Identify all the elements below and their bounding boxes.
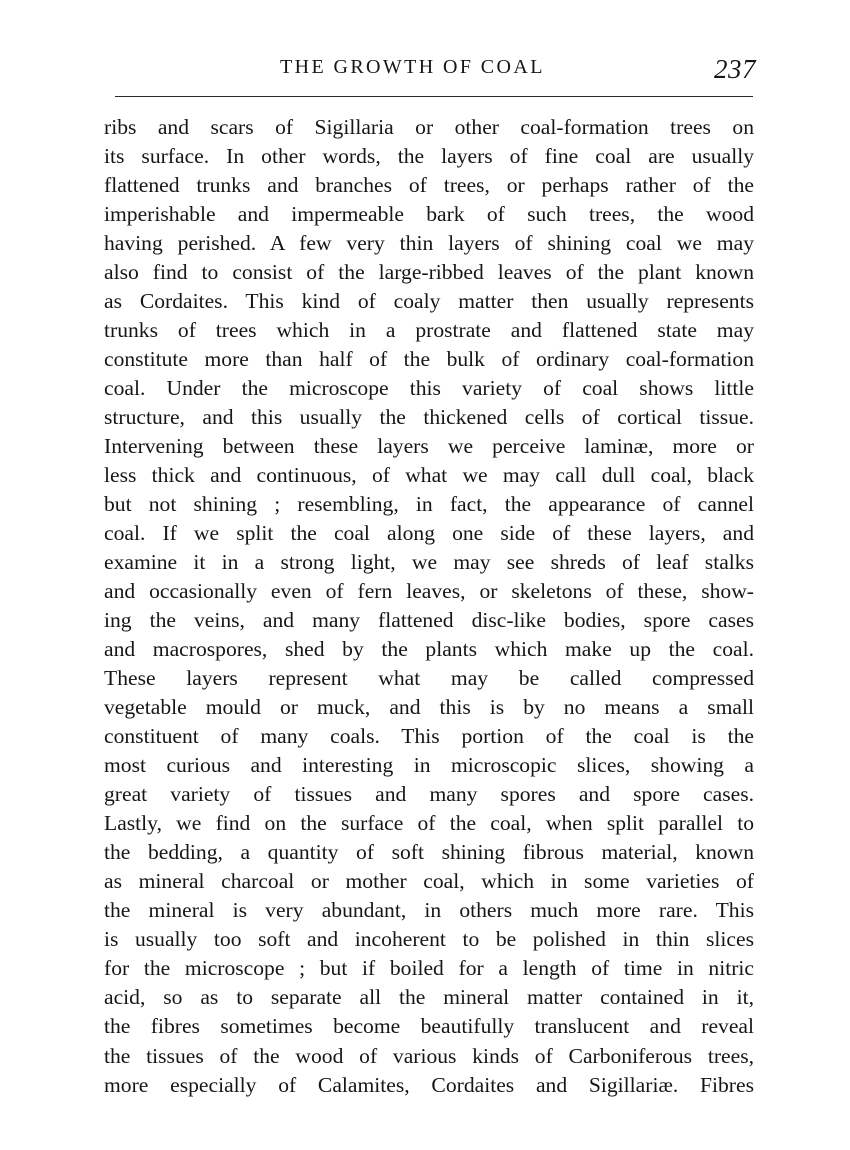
text-line: less thick and continuous, of what we may call dull coal, black bbox=[104, 463, 754, 488]
text-line: trunks of trees which in a prostrate and flattened state may bbox=[104, 318, 754, 343]
text-line: Intervening between these layers we perceive laminæ, more or bbox=[104, 434, 754, 459]
text-line: for the microscope ; but if boiled for a length of time in nitric bbox=[104, 956, 754, 981]
text-line: more especially of Calamites, Cordaites and Sigillariæ. Fibres bbox=[104, 1072, 754, 1097]
text-line: structure, and this usually the thickened cells of cortical tissue. bbox=[104, 405, 754, 430]
text-line: great variety of tissues and many spores and spore cases. bbox=[104, 782, 754, 807]
text-line: constituent of many coals. This portion of the coal is the bbox=[104, 724, 754, 749]
text-line: vegetable mould or muck, and this is by no means a small bbox=[104, 695, 754, 720]
text-line: imperishable and impermeable bark of such trees, the wood bbox=[104, 202, 754, 227]
text-line: Lastly, we find on the surface of the coal, when split parallel to bbox=[104, 811, 754, 836]
text-line: ing the veins, and many flattened disc-like bodies, spore cases bbox=[104, 608, 754, 633]
text-line: but not shining ; resembling, in fact, the appearance of cannel bbox=[104, 492, 754, 517]
text-line: coal. Under the microscope this variety of coal shows little bbox=[104, 376, 754, 401]
text-line: These layers represent what may be called compressed bbox=[104, 666, 754, 691]
text-line: flattened trunks and branches of trees, or perhaps rather of the bbox=[104, 173, 754, 198]
text-line: the tissues of the wood of various kinds of Carboniferous trees, bbox=[104, 1043, 754, 1068]
body-text bbox=[104, 113, 754, 1100]
text-line: the bedding, a quantity of soft shining fibrous material, known bbox=[104, 840, 754, 865]
text-line: the fibres sometimes become beautifully translucent and reveal bbox=[104, 1014, 754, 1039]
text-line: having perished. A few very thin layers of shining coal we may bbox=[104, 231, 754, 256]
text-line: also find to consist of the large-ribbed leaves of the plant known bbox=[104, 260, 754, 285]
text-line: its surface. In other words, the layers of fine coal are usually bbox=[104, 144, 754, 169]
text-line: as mineral charcoal or mother coal, which in some varieties of bbox=[104, 869, 754, 894]
running-head bbox=[100, 54, 760, 88]
text-line: acid, so as to separate all the mineral matter contained in it, bbox=[104, 985, 754, 1010]
text-line: is usually too soft and incoherent to be polished in thin slices bbox=[104, 927, 754, 952]
text-line: ribs and scars of Sigillaria or other coal-formation trees on bbox=[104, 115, 754, 139]
text-line: coal. If we split the coal along one side of these layers, and bbox=[104, 521, 754, 546]
text-line: most curious and interesting in microscopic slices, showing a bbox=[104, 753, 754, 778]
page-number: 237 bbox=[714, 54, 756, 84]
text-line: examine it in a strong light, we may see shreds of leaf stalks bbox=[104, 550, 754, 575]
text-line: and occasionally even of fern leaves, or skeletons of these, show- bbox=[104, 579, 754, 604]
text-line: the mineral is very abundant, in others much more rare. This bbox=[104, 898, 754, 923]
text-line: constitute more than half of the bulk of ordinary coal-formation bbox=[104, 347, 754, 372]
text-line: and macrospores, shed by the plants which make up the coal. bbox=[104, 637, 754, 662]
header-rule bbox=[115, 96, 753, 97]
text-line: as Cordaites. This kind of coaly matter then usually represents bbox=[104, 289, 754, 314]
running-title: THE GROWTH OF COAL bbox=[280, 56, 545, 78]
